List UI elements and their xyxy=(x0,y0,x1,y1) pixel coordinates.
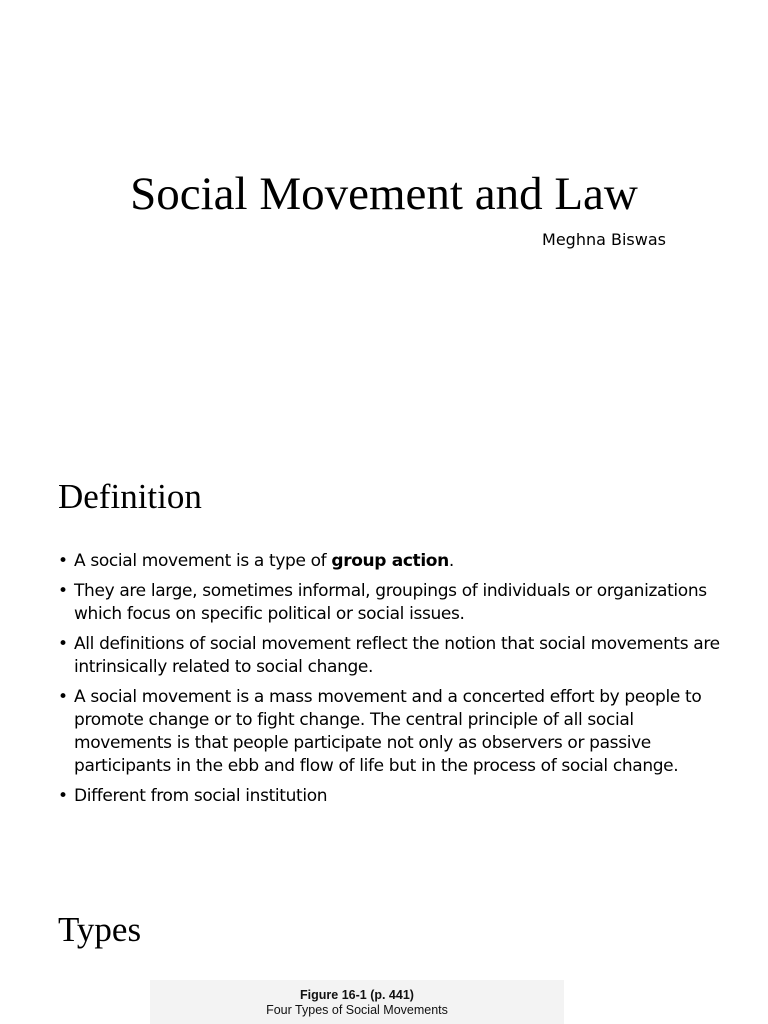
figure-number: Figure 16-1 (p. 441) xyxy=(300,988,414,1002)
bullet-icon: • xyxy=(58,551,68,571)
title-slide xyxy=(0,0,768,440)
bullet-text: A social movement is a type of xyxy=(74,551,332,571)
bullet-text: A social movement is a mass movement and a concerted effort by people to promote change or to fight change. The central principle of all social movements is that people participate not only as observers or passive participants in the ebb and flow of life but in the process of social change. xyxy=(74,687,702,776)
list-item xyxy=(58,686,723,778)
bullet-text: All definitions of social movement reflect the notion that social movements are intrinsically related to social change. xyxy=(74,634,720,677)
bullet-icon: • xyxy=(58,687,68,707)
bullet-text-end: . xyxy=(448,551,454,571)
list-item xyxy=(58,633,723,679)
definition-bullet-list xyxy=(58,550,723,815)
list-item xyxy=(58,550,723,573)
list-item xyxy=(58,785,723,808)
bullet-icon: • xyxy=(58,634,68,654)
bullet-bold-text: group action xyxy=(331,551,449,571)
figure-caption xyxy=(150,980,564,1024)
bullet-text: Different from social institution xyxy=(74,786,328,806)
definition-heading: Definition xyxy=(58,477,202,516)
types-heading: Types xyxy=(58,910,142,949)
presentation-title: Social Movement and Law xyxy=(130,168,638,220)
list-item xyxy=(58,580,723,626)
bullet-icon: • xyxy=(58,786,68,806)
types-slide xyxy=(0,880,768,1024)
figure-title: Four Types of Social Movements xyxy=(266,1003,448,1017)
bullet-text: They are large, sometimes informal, groupings of individuals or organizations which focus on specific political or social issues. xyxy=(74,581,707,624)
author-name: Meghna Biswas xyxy=(542,230,666,249)
bullet-icon: • xyxy=(58,581,68,601)
definition-slide xyxy=(0,440,768,880)
